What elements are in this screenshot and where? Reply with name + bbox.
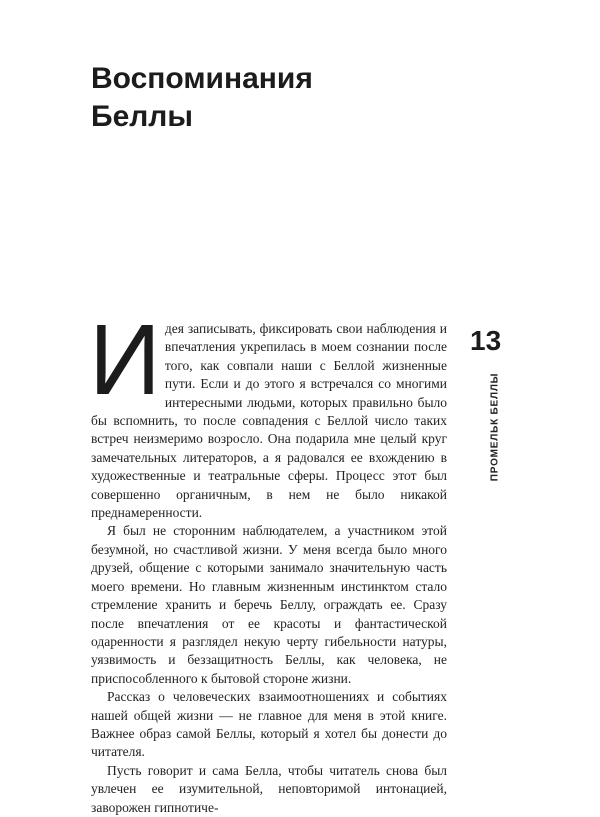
running-head xyxy=(488,372,502,482)
chapter-title xyxy=(91,60,471,136)
drop-cap: И xyxy=(89,304,159,416)
page-number: 13 xyxy=(470,325,502,356)
running-head-text: ПРОМЕЛЬК БЕЛЛЫ xyxy=(489,372,501,482)
paragraph-4: Пусть говорит и сама Белла, чтобы читатель снова был увлечен ее изумительной, неповторимой интонацией, заворожен гипнотиче- xyxy=(91,762,447,815)
paragraph-1: дея записывать, фиксировать свои наблюдения и впечатления укрепилась в моем сознании после того, как совпали наши с Беллой жизненные пути. Если и до этого я встречался со многими интересными людьми, которых правильно было бы вспомнить, то после совпадения с Беллой число таких встреч неизмеримо возросло. Она подарила мне целый круг замечательных литераторов, а я радовался ее вхождению в художественные и театральные сферы. Процесс этот был совершенно органичным, в нем не было никакой преднамеренности. xyxy=(91,321,447,521)
paragraph-3: Рассказ о человеческих взаимоотношениях и событиях нашей общей жизни — не главное для меня в этой книге. Важнее образ самой Беллы, который я хотел бы донести до читателя. xyxy=(91,689,447,760)
body-text xyxy=(89,304,447,817)
chapter-title-line-2: Беллы xyxy=(91,100,193,133)
chapter-title-line-1: Воспоминания xyxy=(91,62,313,95)
paragraph-2: Я был не сторонним наблюдателем, а участником этой безумной, но счастливой жизни. У меня всегда было много друзей, общение с которыми занимало значительную часть моего времени. Но главным жизненным инстинктом стало стремление хранить и беречь Беллу, ограждать ее. Сразу после впечатления от ее красоты и фантастической одаренности я разглядел некую черту гибельности натуры, уязвимость и беззащитность Беллы, как человека, не приспособленного к бытовой стороне жизни. xyxy=(91,523,447,686)
